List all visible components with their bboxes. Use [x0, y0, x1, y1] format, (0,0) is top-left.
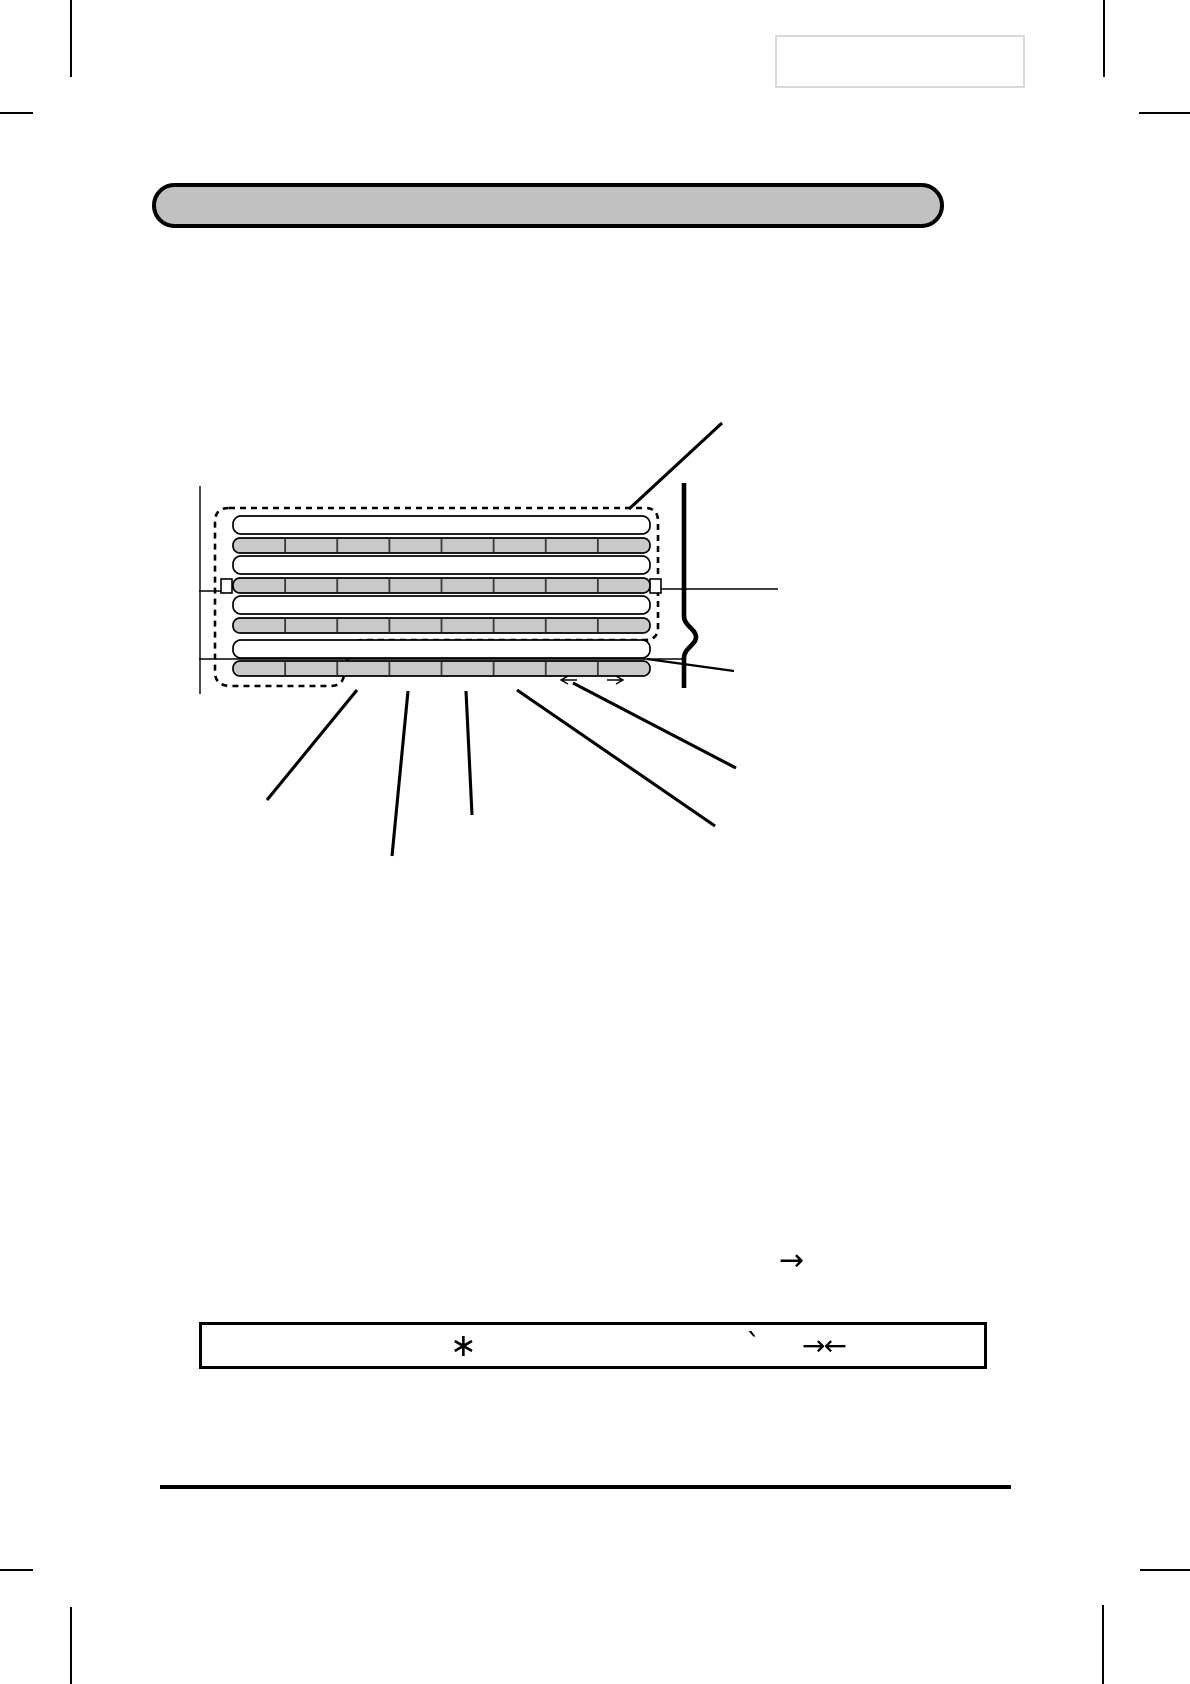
- slat-5-plain: [233, 596, 650, 614]
- note-box: [199, 1322, 987, 1369]
- left-clip: [221, 579, 232, 593]
- louver-assembly-figure: [150, 380, 790, 880]
- crop-mark-bottom-left-horizontal: [0, 1569, 33, 1571]
- right-clip: [650, 579, 661, 593]
- slat-3-plain: [233, 556, 650, 574]
- stamp-box: [775, 35, 1025, 88]
- footer-rule: [160, 1485, 1011, 1489]
- asterisk-icon: ∗: [450, 1326, 477, 1364]
- crop-mark-bottom-right-horizontal: [1140, 1569, 1190, 1571]
- callout-line-4: [517, 690, 715, 826]
- crop-mark-top-left-horizontal: [0, 112, 33, 114]
- crop-mark-top-right-vertical: [1103, 0, 1105, 77]
- tick-mark-icon: `: [746, 1328, 761, 1363]
- slat-1-plain: [233, 516, 650, 534]
- side-panel-edge: [684, 483, 696, 688]
- flow-arrow-icon: →: [779, 1243, 805, 1278]
- callout-line-right: [647, 659, 734, 671]
- section-title-bar: [152, 183, 944, 228]
- crop-mark-top-left-vertical: [70, 0, 72, 77]
- callout-line-2: [392, 691, 408, 856]
- callout-line-1: [267, 690, 357, 800]
- crop-mark-bottom-left-vertical: [70, 1607, 72, 1684]
- small-right-arrow-icon: [607, 676, 623, 684]
- slat-7-plain: [233, 640, 650, 658]
- slat-stack: [233, 516, 650, 676]
- crop-mark-top-right-horizontal: [1139, 112, 1190, 114]
- callout-line-outline: [629, 423, 722, 509]
- crop-mark-bottom-right-vertical: [1102, 1605, 1104, 1684]
- callout-line-5: [573, 683, 736, 768]
- callout-line-3: [466, 691, 472, 815]
- converging-arrows-icon: →←: [802, 1329, 845, 1362]
